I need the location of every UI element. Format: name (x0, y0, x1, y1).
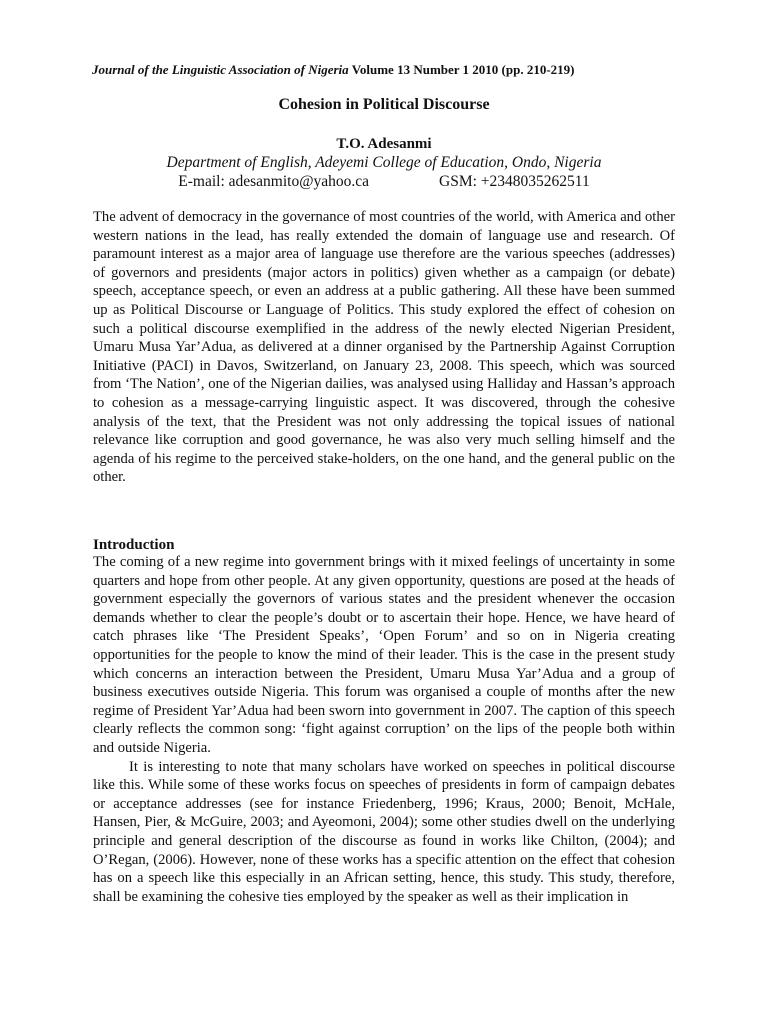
author-affiliation: Department of English, Adeyemi College of Education, Ondo, Nigeria (166, 154, 602, 171)
author-contact (0, 173, 768, 191)
introduction-body (93, 553, 675, 906)
section-heading-introduction: Introduction (93, 537, 175, 553)
introduction-paragraph: It is interesting to note that many scholars have worked on speeches in political discourse like this. While some of these works focus on speeches of presidents in form of campaign debates or acceptance addresses (see for instance Friedenberg, 1996; Kraus, 2000; Benoit, McHale, Hansen, Pier, & McGuire, 2003; and Ayeomoni, 2004); some other studies dwell on the underlying principle and general description of the discourse as found in works like Chilton, (2004); and O’Regan, (2006). However, none of these works has a specific attention on the effect that cohesion has on a speech like this especially in an African setting, hence, this study. This study, therefore, shall be examining the cohesive ties employed by the speaker as well as their implication in (93, 758, 675, 905)
journal-name: Journal of the Linguistic Association of Nigeria (92, 62, 349, 77)
journal-header (92, 62, 692, 78)
author-name: T.O. Adesanmi (336, 136, 432, 152)
issue-info: Volume 13 Number 1 2010 (pp. 210-219) (351, 62, 575, 77)
article-title: Cohesion in Political Discourse (278, 96, 490, 113)
author-email: E-mail: adesanmito@yahoo.ca (178, 173, 370, 190)
introduction-paragraph: The coming of a new regime into government brings with it mixed feelings of uncertainty in some quarters and hope from other people. At any given opportunity, questions are posed at the heads of government especially the governors of various states and the president whenever the occasion demands whether to clear the people’s doubt or to ascertain their hope. Hence, we have heard of catch phrases like ‘The President Speaks’, ‘Open Forum’ and so on in Nigeria creating opportunities for the people to know the mind of their leader. This is the case in the present study which concerns an interaction between the President, Umaru Musa Yar’Adua and a group of business executives outside Nigeria. This forum was organised a couple of months after the new regime of President Yar’Adua had been sworn into government in 2007. The caption of this speech clearly reflects the common song: ‘fight against corruption’ on the lips of the people both within and outside Nigeria. (93, 554, 675, 756)
author-gsm: GSM: +2348035262511 (439, 173, 590, 190)
abstract-paragraph: The advent of democracy in the governance of most countries of the world, with America and other western nations in the lead, has really extended the domain of language use and research. Of paramount interest as a major area of language use therefore are the various speeches (addresses) of governors and presidents (major actors in politics) given whether as a campaign (or debate) speech, acceptance speech, or even an address at a public gathering. All these have been summed up as Political Discourse or Language of Politics. This study explored the effect of cohesion on such a political discourse exemplified in the address of the newly elected Nigerian President, Umaru Musa Yar’Adua, as delivered at a dinner organised by the Partnership Against Corruption Initiative (PACI) in Davos, Switzerland, on January 23, 2008. This speech, which was sourced from ‘The Nation’, one of the Nigerian dailies, was analysed using Halliday and Hassan’s approach to cohesion as a message-carrying linguistic aspect. It was discovered, through the cohesive analysis of the text, that the President was not only addressing the topical issues of national relevance like corruption and good governance, he was also very much selling himself and the agenda of his regime to the perceived stake-holders, on the one hand, and the general public on the other. (93, 209, 675, 486)
